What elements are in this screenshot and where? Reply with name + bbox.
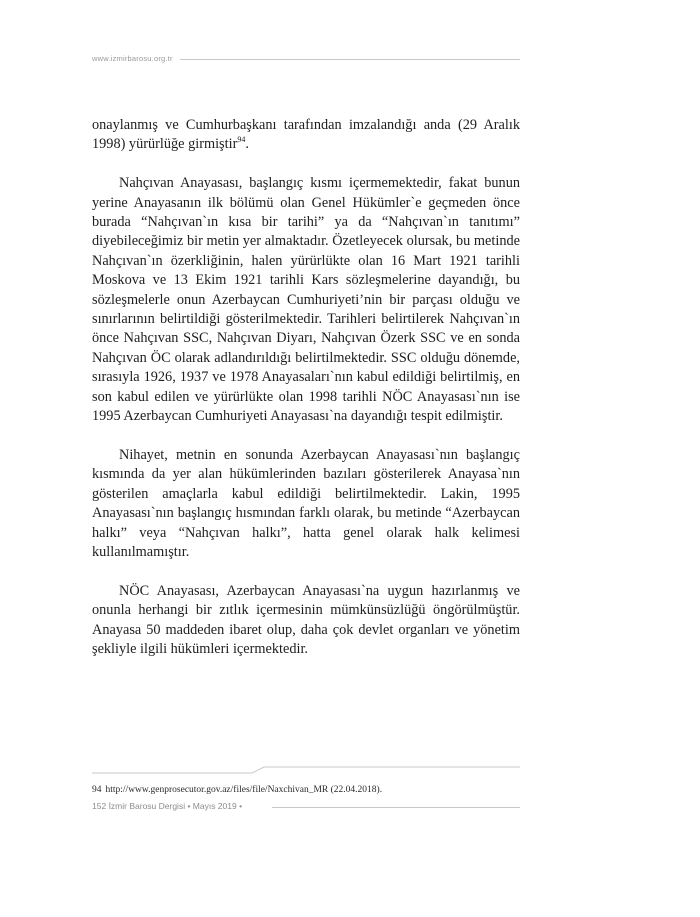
footnote-reference[interactable]: 94: [237, 135, 246, 145]
paragraph-1-end: .: [245, 136, 249, 153]
header-url: www.izmirbarosu.org.tr: [92, 54, 173, 63]
footnote-link[interactable]: http://www.genprosecutor.gov.az/files/file/Naxchivan_MR (22.04.2018).: [105, 785, 383, 795]
paragraph-2: Nahçıvan Anayasası, başlangıç kısmı içermemektedir, fakat bunun yerine Anayasanın ilk bölümü olan Genel Hükümler`e geçmeden önce burada “Nahçıvan`ın kısa bir tarihi” ya da “Nahçıvan`ın tanıtımı” diyebileceğimiz bir metin yer almaktadır. Özetleyecek olursak, bu metinde Nahçıvan`ın özerkliğinin, halen yürürlükte olan 16 Mart 1921 tarihli Moskova ve 13 Ekim 1921 tarihli Kars sözleşmelerine dayandığı, bu sözleşmelerle onun Azerbaycan Cumhuriyeti’nin bir parçası olduğu ve sınırlarının belirtildiği gösterilmektedir. Tarihleri belirtilerek Nahçıvan`ın önce Nahçıvan SSC, Nahçıvan Diyarı, Nahçıvan Özerk SSC ve en sonda Nahçıvan ÖC olarak adlandırıldığı belirtilmektedir. SSC olduğu dönemde, sırasıyla 1926, 1937 ve 1978 Anayasaları`nın kabul edildiği belirtilmiş, en son kabul edilen ve yürürlükte olan 1998 tarihli NÖC Anayasası`nın ise 1995 Azerbaycan Cumhuriyeti Anayasası`na dayandığı tespit edilmiştir.: [92, 175, 520, 425]
header-divider: [180, 59, 520, 60]
paragraph-1: [92, 116, 520, 155]
footnote-number: 94: [92, 785, 102, 795]
page-number: 152: [92, 801, 107, 811]
main-text: [92, 116, 520, 679]
paragraph-3: Nihayet, metnin en sonunda Azerbaycan Anayasası`nın başlangıç kısmında da yer alan hükümlerinden bazıları gösterilerek Anayasa`nın gösterilen amaçlarla kabul edildiği belirtilmektedir. Lakin, 1995 Anayasası`nın başlangıç hısmından farklı olarak, bu metinde “Azerbaycan halkı” veya “Nahçıvan halkı”, hatta genel olarak halk kelimesi kullanılmamıştır.: [92, 446, 520, 560]
footnote-divider: [92, 764, 520, 776]
footer-divider: [272, 807, 520, 808]
journal-title: İzmir Barosu Dergisi • Mayıs 2019 •: [108, 801, 243, 811]
footnote: [92, 784, 520, 796]
paragraph-4: NÖC Anayasası, Azerbaycan Anayasası`na uygun hazırlanmış ve onunla herhangi bir zıtlık içermesinin mümkünsüzlüğü öngörülmüştür. Anayasa 50 maddeden ibaret olup, daha çok devlet organları ve yönetim şekliyle ilgili hükümleri içermektedir.: [92, 582, 520, 657]
page-footer: [92, 801, 242, 811]
paragraph-1-text: onaylanmış ve Cumhurbaşkanı tarafından imzalandığı anda (29 Aralık 1998) yürürlüğe girmiştir: [92, 117, 520, 153]
